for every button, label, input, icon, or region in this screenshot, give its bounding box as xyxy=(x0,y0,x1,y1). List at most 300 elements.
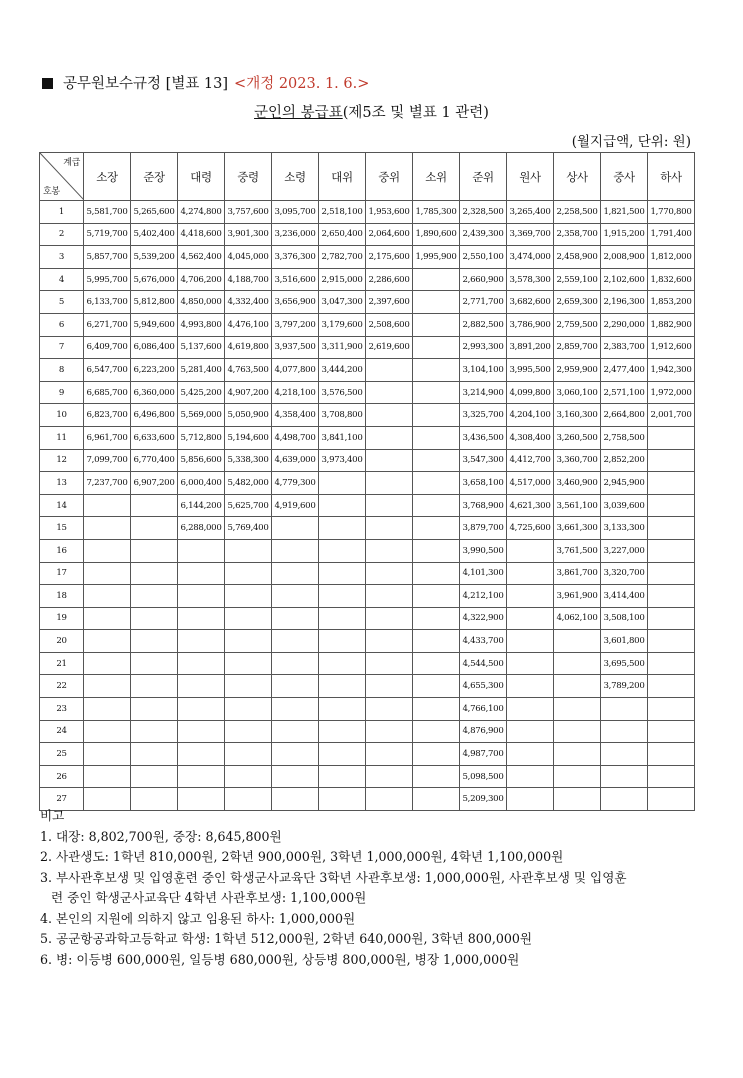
note-line: 3. 부사관후보생 및 입영훈련 중인 학생군사교육단 3학년 사관후보생: 1,000,000원, 사관후보생 및 입영훈 xyxy=(40,869,627,885)
pay-cell: 3,474,000 xyxy=(507,246,554,269)
pay-cell: 3,578,300 xyxy=(507,268,554,291)
pay-cell xyxy=(507,675,554,698)
pay-cell: 3,891,200 xyxy=(507,336,554,359)
table-row xyxy=(40,765,695,788)
table-row xyxy=(40,539,695,562)
pay-cell: 1,853,200 xyxy=(648,291,695,314)
pay-cell: 3,841,100 xyxy=(319,426,366,449)
step-cell: 4 xyxy=(40,268,84,291)
corner-rank-label: 계급 xyxy=(63,158,80,168)
pay-cell xyxy=(84,539,131,562)
revision-note: <개정 2023. 1. 6.> xyxy=(234,76,370,92)
pay-cell: 3,179,600 xyxy=(319,313,366,336)
pay-cell xyxy=(648,698,695,721)
pay-cell: 4,876,900 xyxy=(460,720,507,743)
pay-cell: 2,518,100 xyxy=(319,201,366,224)
pay-cell: 3,060,100 xyxy=(554,381,601,404)
pay-cell: 2,993,300 xyxy=(460,336,507,359)
pay-cell xyxy=(554,765,601,788)
pay-cell xyxy=(413,359,460,382)
pay-cell xyxy=(507,585,554,608)
pay-cell: 4,212,100 xyxy=(460,585,507,608)
pay-cell xyxy=(272,562,319,585)
pay-cell: 1,953,600 xyxy=(366,201,413,224)
pay-cell: 6,144,200 xyxy=(178,494,225,517)
pay-cell: 4,562,400 xyxy=(178,246,225,269)
pay-cell: 2,659,300 xyxy=(554,291,601,314)
pay-cell xyxy=(648,494,695,517)
unit-label: (월지급액, 단위: 원) xyxy=(571,134,691,150)
table-row xyxy=(40,698,695,721)
pay-cell xyxy=(366,585,413,608)
pay-cell xyxy=(84,517,131,540)
pay-cell xyxy=(413,585,460,608)
pay-cell: 3,360,700 xyxy=(554,449,601,472)
note-line: 2. 사관생도: 1학년 810,000원, 2학년 900,000원, 3학년 1,000,000원, 4학년 1,100,000원 xyxy=(40,849,564,864)
pay-cell: 4,544,500 xyxy=(460,652,507,675)
pay-cell: 3,104,100 xyxy=(460,359,507,382)
pay-cell xyxy=(131,765,178,788)
pay-cell: 2,859,700 xyxy=(554,336,601,359)
pay-cell xyxy=(648,449,695,472)
rank-header: 원사 xyxy=(507,153,554,201)
pay-cell: 3,311,900 xyxy=(319,336,366,359)
pay-cell: 2,559,100 xyxy=(554,268,601,291)
pay-cell: 1,915,200 xyxy=(601,223,648,246)
pay-cell xyxy=(272,517,319,540)
pay-cell: 2,945,900 xyxy=(601,472,648,495)
pay-cell xyxy=(366,720,413,743)
pay-cell xyxy=(272,765,319,788)
pay-cell: 3,761,500 xyxy=(554,539,601,562)
rank-header: 소장 xyxy=(84,153,131,201)
pay-cell: 1,770,800 xyxy=(648,201,695,224)
pay-cell: 6,907,200 xyxy=(131,472,178,495)
pay-cell xyxy=(648,472,695,495)
pay-cell xyxy=(366,359,413,382)
pay-cell: 5,539,200 xyxy=(131,246,178,269)
pay-cell: 6,633,600 xyxy=(131,426,178,449)
pay-cell: 5,209,300 xyxy=(460,788,507,811)
pay-cell: 6,000,400 xyxy=(178,472,225,495)
note-line: 6. 병: 이등병 600,000원, 일등병 680,000원, 상등병 800,000원, 병장 1,000,000원 xyxy=(40,951,520,967)
rank-header: 대령 xyxy=(178,153,225,201)
pay-cell xyxy=(507,743,554,766)
pay-cell: 2,258,500 xyxy=(554,201,601,224)
step-cell: 14 xyxy=(40,494,84,517)
pay-cell xyxy=(272,652,319,675)
table-row xyxy=(40,246,695,269)
pay-cell: 3,160,300 xyxy=(554,404,601,427)
pay-cell: 3,265,400 xyxy=(507,201,554,224)
pay-cell xyxy=(319,494,366,517)
step-cell: 25 xyxy=(40,743,84,766)
pay-cell: 4,045,000 xyxy=(225,246,272,269)
pay-cell xyxy=(366,539,413,562)
pay-cell xyxy=(648,765,695,788)
pay-cell: 4,655,300 xyxy=(460,675,507,698)
step-cell: 21 xyxy=(40,652,84,675)
pay-cell: 5,482,000 xyxy=(225,472,272,495)
pay-cell xyxy=(366,562,413,585)
pay-cell: 5,338,300 xyxy=(225,449,272,472)
pay-cell: 4,418,600 xyxy=(178,223,225,246)
pay-cell xyxy=(413,313,460,336)
pay-cell xyxy=(272,743,319,766)
pay-cell: 5,712,800 xyxy=(178,426,225,449)
pay-cell xyxy=(319,607,366,630)
pay-cell xyxy=(507,720,554,743)
pay-cell: 2,196,300 xyxy=(601,291,648,314)
pay-cell: 1,912,600 xyxy=(648,336,695,359)
pay-cell: 5,281,400 xyxy=(178,359,225,382)
pay-cell xyxy=(272,630,319,653)
title-main: 군인의 봉급표 xyxy=(254,105,343,121)
step-cell: 8 xyxy=(40,359,84,382)
step-cell: 27 xyxy=(40,788,84,811)
pay-cell xyxy=(366,494,413,517)
pay-cell: 3,682,600 xyxy=(507,291,554,314)
pay-cell xyxy=(178,675,225,698)
pay-cell: 4,412,700 xyxy=(507,449,554,472)
pay-cell: 3,789,200 xyxy=(601,675,648,698)
pay-table xyxy=(39,152,695,811)
pay-cell xyxy=(413,381,460,404)
pay-cell xyxy=(413,652,460,675)
pay-cell: 6,770,400 xyxy=(131,449,178,472)
pay-cell xyxy=(131,675,178,698)
table-row xyxy=(40,652,695,675)
pay-cell: 4,639,000 xyxy=(272,449,319,472)
pay-cell: 6,223,200 xyxy=(131,359,178,382)
note-line: 련 중인 학생군사교육단 4학년 사관후보생: 1,100,000원 xyxy=(51,890,367,905)
pay-cell: 2,660,900 xyxy=(460,268,507,291)
pay-cell xyxy=(507,539,554,562)
rank-header: 하사 xyxy=(648,153,695,201)
pay-cell xyxy=(413,517,460,540)
pay-cell xyxy=(413,698,460,721)
pay-cell: 2,650,400 xyxy=(319,223,366,246)
rank-header: 중사 xyxy=(601,153,648,201)
step-cell: 11 xyxy=(40,426,84,449)
pay-cell xyxy=(272,585,319,608)
pay-cell: 2,759,500 xyxy=(554,313,601,336)
pay-cell: 2,782,700 xyxy=(319,246,366,269)
pay-cell: 6,409,700 xyxy=(84,336,131,359)
pay-cell: 4,619,800 xyxy=(225,336,272,359)
pay-cell xyxy=(84,720,131,743)
pay-cell xyxy=(648,743,695,766)
pay-cell: 3,236,000 xyxy=(272,223,319,246)
pay-cell: 4,274,800 xyxy=(178,201,225,224)
pay-cell xyxy=(413,630,460,653)
pay-cell xyxy=(225,630,272,653)
pay-cell xyxy=(319,743,366,766)
pay-cell: 4,517,000 xyxy=(507,472,554,495)
pay-cell: 2,959,900 xyxy=(554,359,601,382)
pay-cell: 5,995,700 xyxy=(84,268,131,291)
pay-cell xyxy=(413,743,460,766)
pay-cell: 3,757,600 xyxy=(225,201,272,224)
pay-cell: 4,907,200 xyxy=(225,381,272,404)
pay-cell: 2,664,800 xyxy=(601,404,648,427)
pay-cell: 3,768,900 xyxy=(460,494,507,517)
notes-section xyxy=(40,806,627,970)
pay-cell xyxy=(413,494,460,517)
pay-cell xyxy=(84,494,131,517)
pay-cell: 6,271,700 xyxy=(84,313,131,336)
pay-cell xyxy=(84,585,131,608)
step-cell: 23 xyxy=(40,698,84,721)
step-cell: 20 xyxy=(40,630,84,653)
table-row xyxy=(40,675,695,698)
pay-cell xyxy=(366,607,413,630)
pay-cell xyxy=(319,652,366,675)
pay-cell: 2,008,900 xyxy=(601,246,648,269)
step-cell: 12 xyxy=(40,449,84,472)
pay-cell: 6,133,700 xyxy=(84,291,131,314)
table-row xyxy=(40,494,695,517)
pay-cell xyxy=(507,698,554,721)
pay-cell xyxy=(648,539,695,562)
pay-cell: 4,322,900 xyxy=(460,607,507,630)
note-line: 5. 공군항공과학고등학교 학생: 1학년 512,000원, 2학년 640,000원, 3학년 800,000원 xyxy=(40,931,533,946)
pay-cell: 5,265,600 xyxy=(131,201,178,224)
pay-cell: 2,571,100 xyxy=(601,381,648,404)
rank-header: 대위 xyxy=(319,153,366,201)
pay-cell: 2,852,200 xyxy=(601,449,648,472)
pay-cell: 6,360,000 xyxy=(131,381,178,404)
table-row xyxy=(40,449,695,472)
pay-cell: 2,383,700 xyxy=(601,336,648,359)
pay-cell xyxy=(84,698,131,721)
pay-cell xyxy=(178,630,225,653)
pay-cell xyxy=(178,698,225,721)
pay-cell: 3,547,300 xyxy=(460,449,507,472)
rank-header: 소위 xyxy=(413,153,460,201)
pay-cell: 2,358,700 xyxy=(554,223,601,246)
pay-cell xyxy=(601,765,648,788)
pay-cell xyxy=(366,630,413,653)
step-cell: 9 xyxy=(40,381,84,404)
pay-cell xyxy=(319,472,366,495)
pay-cell: 2,758,500 xyxy=(601,426,648,449)
step-cell: 18 xyxy=(40,585,84,608)
pay-cell: 3,973,400 xyxy=(319,449,366,472)
pay-cell xyxy=(131,517,178,540)
pay-cell: 2,175,600 xyxy=(366,246,413,269)
step-cell: 17 xyxy=(40,562,84,585)
step-cell: 24 xyxy=(40,720,84,743)
pay-cell xyxy=(131,607,178,630)
note-line: 4. 본인의 지원에 의하지 않고 임용된 하사: 1,000,000원 xyxy=(40,910,356,926)
pay-cell: 1,882,900 xyxy=(648,313,695,336)
pay-cell: 4,763,500 xyxy=(225,359,272,382)
pay-cell: 3,320,700 xyxy=(601,562,648,585)
pay-cell xyxy=(366,517,413,540)
pay-cell: 2,102,600 xyxy=(601,268,648,291)
pay-cell xyxy=(413,562,460,585)
pay-cell xyxy=(319,720,366,743)
note-line: 1. 대장: 8,802,700원, 중장: 8,645,800원 xyxy=(40,828,282,844)
pay-cell xyxy=(413,336,460,359)
pay-cell: 4,188,700 xyxy=(225,268,272,291)
step-cell: 2 xyxy=(40,223,84,246)
pay-cell xyxy=(131,652,178,675)
pay-cell xyxy=(84,765,131,788)
table-row xyxy=(40,426,695,449)
pay-cell xyxy=(131,743,178,766)
pay-cell: 2,915,000 xyxy=(319,268,366,291)
pay-cell xyxy=(366,743,413,766)
pay-cell: 6,823,700 xyxy=(84,404,131,427)
pay-cell: 4,919,600 xyxy=(272,494,319,517)
table-row xyxy=(40,291,695,314)
pay-cell: 2,882,500 xyxy=(460,313,507,336)
step-cell: 15 xyxy=(40,517,84,540)
pay-cell xyxy=(319,539,366,562)
pay-cell: 1,791,400 xyxy=(648,223,695,246)
pay-cell xyxy=(601,743,648,766)
pay-cell: 4,062,100 xyxy=(554,607,601,630)
pay-cell: 3,095,700 xyxy=(272,201,319,224)
pay-cell xyxy=(178,652,225,675)
table-row xyxy=(40,607,695,630)
pay-cell: 2,771,700 xyxy=(460,291,507,314)
pay-cell xyxy=(413,539,460,562)
pay-cell xyxy=(413,472,460,495)
pay-cell: 4,332,400 xyxy=(225,291,272,314)
table-row xyxy=(40,404,695,427)
pay-cell xyxy=(319,630,366,653)
pay-cell xyxy=(366,652,413,675)
pay-cell xyxy=(225,585,272,608)
pay-cell: 1,832,600 xyxy=(648,268,695,291)
pay-cell: 6,547,700 xyxy=(84,359,131,382)
pay-cell: 3,460,900 xyxy=(554,472,601,495)
pay-cell xyxy=(554,675,601,698)
pay-cell: 5,856,600 xyxy=(178,449,225,472)
pay-cell: 3,661,300 xyxy=(554,517,601,540)
pay-cell: 3,039,600 xyxy=(601,494,648,517)
pay-cell xyxy=(131,720,178,743)
step-cell: 16 xyxy=(40,539,84,562)
pay-cell: 3,695,500 xyxy=(601,652,648,675)
pay-cell xyxy=(84,562,131,585)
rank-header: 소령 xyxy=(272,153,319,201)
pay-cell xyxy=(413,607,460,630)
pay-cell: 4,308,400 xyxy=(507,426,554,449)
pay-cell: 6,685,700 xyxy=(84,381,131,404)
pay-cell: 5,569,000 xyxy=(178,404,225,427)
pay-cell: 4,993,800 xyxy=(178,313,225,336)
pay-cell xyxy=(648,517,695,540)
corner-step-label: 호봉 xyxy=(43,187,60,197)
pay-cell xyxy=(648,607,695,630)
pay-cell xyxy=(319,585,366,608)
pay-cell: 3,786,900 xyxy=(507,313,554,336)
pay-cell: 5,719,700 xyxy=(84,223,131,246)
pay-cell xyxy=(225,562,272,585)
table-row xyxy=(40,223,695,246)
pay-cell xyxy=(178,765,225,788)
pay-cell: 3,325,700 xyxy=(460,404,507,427)
table-row xyxy=(40,201,695,224)
pay-cell: 4,099,800 xyxy=(507,381,554,404)
pay-cell: 4,476,100 xyxy=(225,313,272,336)
pay-cell xyxy=(84,607,131,630)
pay-cell xyxy=(84,675,131,698)
pay-cell: 5,402,400 xyxy=(131,223,178,246)
pay-cell: 3,656,900 xyxy=(272,291,319,314)
pay-cell xyxy=(413,291,460,314)
pay-cell xyxy=(413,765,460,788)
pay-cell xyxy=(225,743,272,766)
table-row xyxy=(40,268,695,291)
pay-cell: 6,086,400 xyxy=(131,336,178,359)
step-cell: 5 xyxy=(40,291,84,314)
step-cell: 3 xyxy=(40,246,84,269)
pay-cell: 5,769,400 xyxy=(225,517,272,540)
pay-cell xyxy=(648,788,695,811)
pay-cell xyxy=(178,607,225,630)
pay-cell xyxy=(413,720,460,743)
pay-cell: 3,561,100 xyxy=(554,494,601,517)
pay-cell xyxy=(178,562,225,585)
pay-table-body xyxy=(40,201,695,811)
pay-cell xyxy=(648,652,695,675)
pay-cell: 5,098,500 xyxy=(460,765,507,788)
pay-cell: 4,204,100 xyxy=(507,404,554,427)
table-row xyxy=(40,720,695,743)
pay-cell xyxy=(366,426,413,449)
pay-cell xyxy=(225,675,272,698)
pay-cell xyxy=(648,720,695,743)
pay-cell xyxy=(272,539,319,562)
pay-cell: 3,214,900 xyxy=(460,381,507,404)
step-cell: 7 xyxy=(40,336,84,359)
pay-cell xyxy=(507,652,554,675)
pay-cell: 5,812,800 xyxy=(131,291,178,314)
corner-cell xyxy=(40,153,84,201)
pay-cell xyxy=(272,698,319,721)
pay-cell xyxy=(507,765,554,788)
pay-cell xyxy=(131,562,178,585)
pay-cell: 3,797,200 xyxy=(272,313,319,336)
step-cell: 26 xyxy=(40,765,84,788)
pay-cell: 3,601,800 xyxy=(601,630,648,653)
pay-cell: 3,576,500 xyxy=(319,381,366,404)
pay-cell: 3,444,200 xyxy=(319,359,366,382)
pay-cell: 3,995,500 xyxy=(507,359,554,382)
title-rest: (제5조 및 별표 1 관련) xyxy=(342,105,489,121)
pay-cell: 3,658,100 xyxy=(460,472,507,495)
header-row xyxy=(40,153,695,201)
table-row xyxy=(40,359,695,382)
pay-cell xyxy=(554,720,601,743)
pay-cell xyxy=(507,562,554,585)
pay-cell: 3,227,000 xyxy=(601,539,648,562)
table-row xyxy=(40,381,695,404)
pay-cell: 4,077,800 xyxy=(272,359,319,382)
pay-cell: 4,766,100 xyxy=(460,698,507,721)
table-row xyxy=(40,585,695,608)
pay-cell: 2,550,100 xyxy=(460,246,507,269)
pay-cell xyxy=(319,675,366,698)
step-cell: 13 xyxy=(40,472,84,495)
pay-cell: 3,436,500 xyxy=(460,426,507,449)
pay-cell: 4,621,300 xyxy=(507,494,554,517)
